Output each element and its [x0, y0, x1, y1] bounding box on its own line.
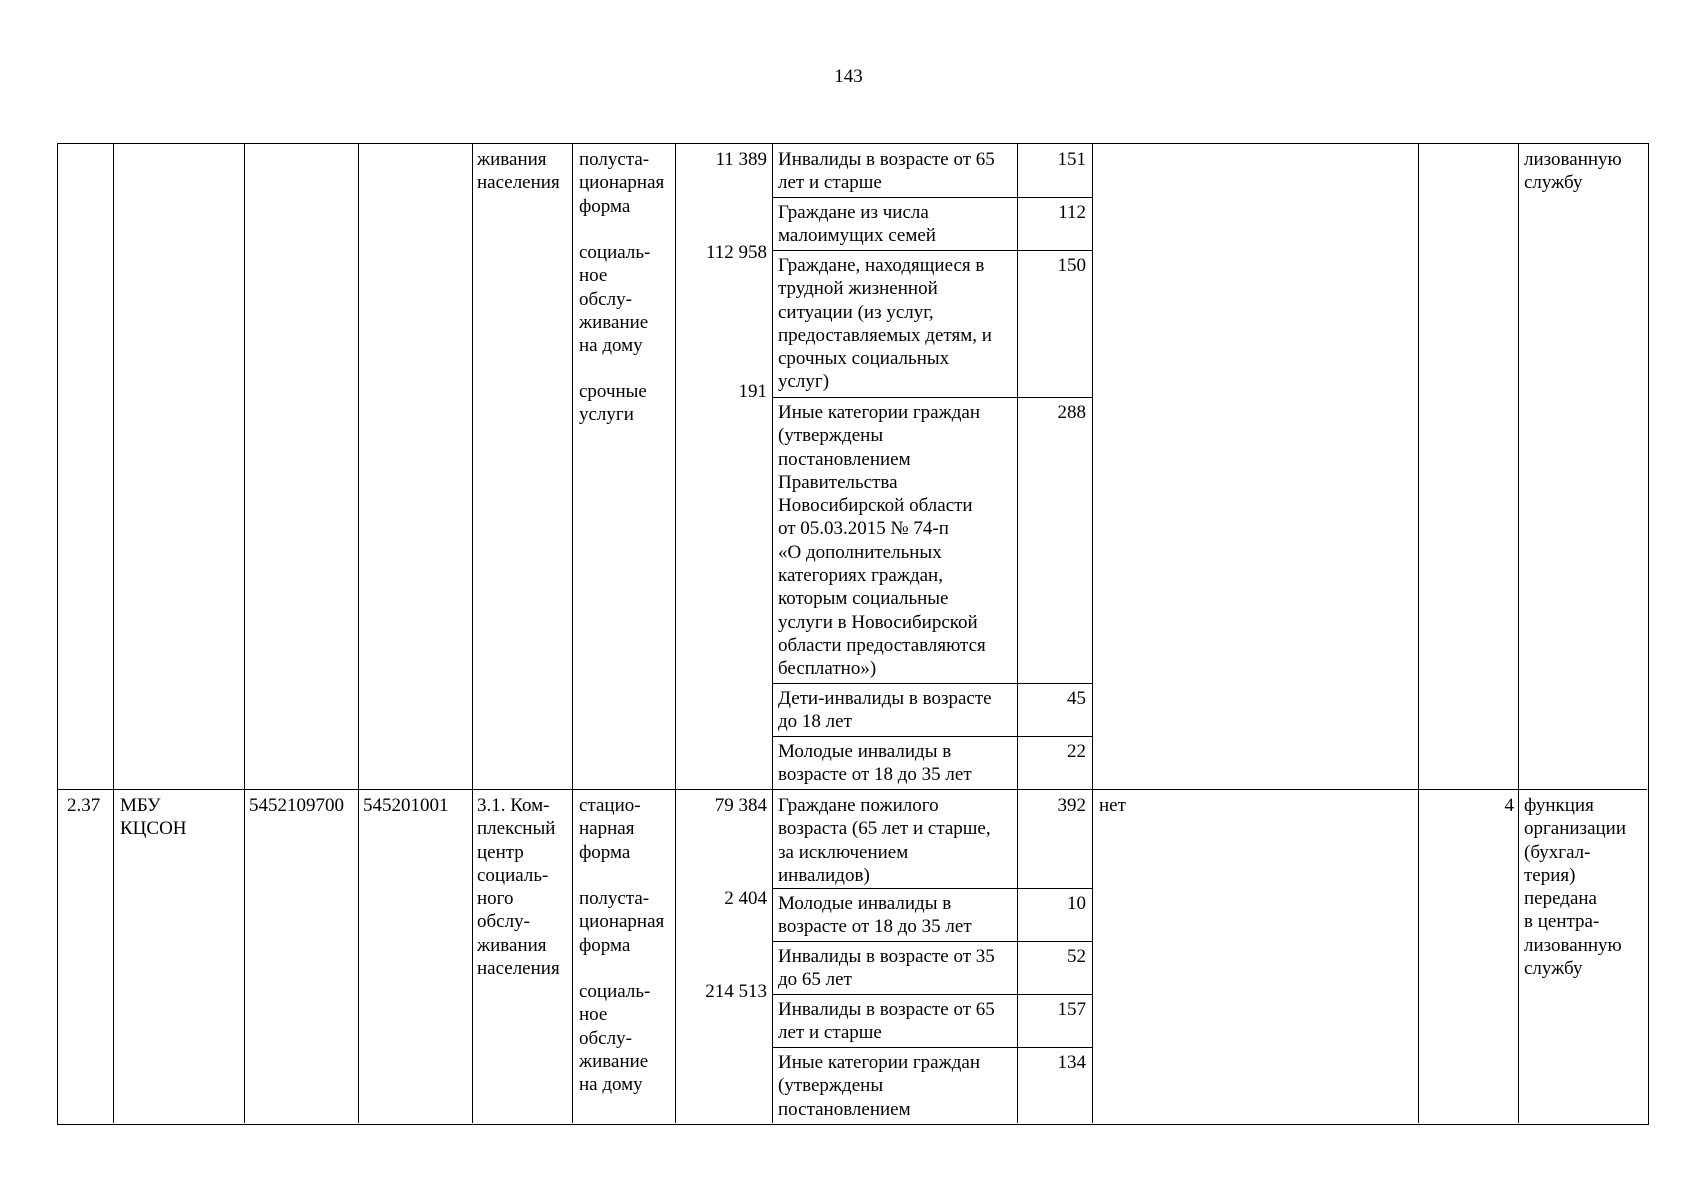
number-cell: 4 [1504, 795, 1514, 816]
category-count: 151 [1057, 149, 1086, 170]
note-cell: функция организации (бухгал- терия) передана в центра- лизованную службу [1524, 795, 1627, 980]
subrow-divider [772, 1047, 1092, 1048]
category-cell: Дети-инвалиды в возрасте до 18 лет [778, 688, 992, 733]
category-cell: Граждане из числа малоимущих семей [778, 202, 936, 247]
category-count: 288 [1057, 402, 1086, 423]
org-type-cell: 3.1. Ком- плексный центр социаль- ного обслу- живания населения [477, 795, 560, 980]
column-divider [1017, 144, 1018, 1123]
subrow-divider [772, 736, 1092, 737]
kpp-cell: 545201001 [363, 795, 449, 816]
column-divider [113, 144, 114, 1123]
column-divider [675, 144, 676, 1123]
category-count: 10 [1067, 893, 1086, 914]
category-cell: Инвалиды в возрасте от 65 лет и старше [778, 149, 995, 194]
service-form-label: стацио- нарная форма [579, 795, 641, 863]
category-count: 112 [1058, 202, 1086, 223]
service-form-value: 79 384 [714, 795, 767, 816]
services-table [57, 143, 1649, 1125]
service-form-label: социаль- ное обслу- живание на дому [579, 242, 651, 357]
category-cell: Молодые инвалиды в возрасте от 18 до 35 лет [778, 741, 972, 786]
category-count: 134 [1057, 1052, 1086, 1073]
page-number: 143 [834, 66, 863, 87]
service-form-value: 214 513 [705, 981, 767, 1002]
service-form-label: полуста- ционарная форма [579, 149, 665, 217]
column-divider [1418, 144, 1419, 1123]
category-cell: Граждане пожилого возраста (65 лет и старше, за исключением инвалидов) [778, 795, 991, 886]
extra-cell: нет [1099, 795, 1126, 816]
category-count: 150 [1057, 255, 1086, 276]
service-form-label: социаль- ное обслу- живание на дому [579, 981, 651, 1096]
note-cell: лизованную службу [1524, 149, 1622, 194]
service-form-value: 112 958 [705, 242, 767, 263]
category-cell: Иные категории граждан (утверждены постановлением [778, 1052, 980, 1120]
organization-name: МБУ КЦСОН [120, 795, 187, 840]
category-cell: Граждане, находящиеся в трудной жизненной ситуации (из услуг, предоставляемых детям, и срочных социальных услуг) [778, 255, 992, 393]
subrow-divider [772, 250, 1092, 251]
subrow-divider [772, 683, 1092, 684]
subrow-divider [772, 941, 1092, 942]
category-cell: Молодые инвалиды в возрасте от 18 до 35 лет [778, 893, 972, 938]
category-count: 45 [1067, 688, 1086, 709]
service-form-label: полуста- ционарная форма [579, 888, 665, 956]
org-type-cell: живания населения [477, 149, 560, 194]
inn-cell: 5452109700 [249, 795, 344, 816]
category-cell: Инвалиды в возрасте от 65 лет и старше [778, 999, 995, 1044]
column-divider [358, 144, 359, 1123]
service-form-value: 191 [738, 381, 767, 402]
category-count: 52 [1067, 946, 1086, 967]
subrow-divider [772, 888, 1092, 889]
column-divider [1518, 144, 1519, 1123]
row-number: 2.37 [67, 795, 101, 816]
column-divider [472, 144, 473, 1123]
column-divider [244, 144, 245, 1123]
service-form-value: 2 404 [724, 888, 767, 909]
service-form-label: срочные услуги [579, 381, 647, 426]
column-divider [572, 144, 573, 1123]
column-divider [1092, 144, 1093, 1123]
category-count: 22 [1067, 741, 1086, 762]
category-cell: Иные категории граждан (утверждены постановлением Правительства Новосибирской области от 05.03.2015 № 74-п «О дополнительных категориях граждан, которым социальные услуги в Новосибирской области предоставляются бесплатно») [778, 402, 986, 680]
service-form-value: 11 389 [715, 149, 767, 170]
column-divider [772, 144, 773, 1123]
row-divider [58, 789, 1647, 790]
category-count: 392 [1057, 795, 1086, 816]
subrow-divider [772, 994, 1092, 995]
subrow-divider [772, 397, 1092, 398]
subrow-divider [772, 197, 1092, 198]
category-cell: Инвалиды в возрасте от 35 до 65 лет [778, 946, 995, 991]
category-count: 157 [1057, 999, 1086, 1020]
